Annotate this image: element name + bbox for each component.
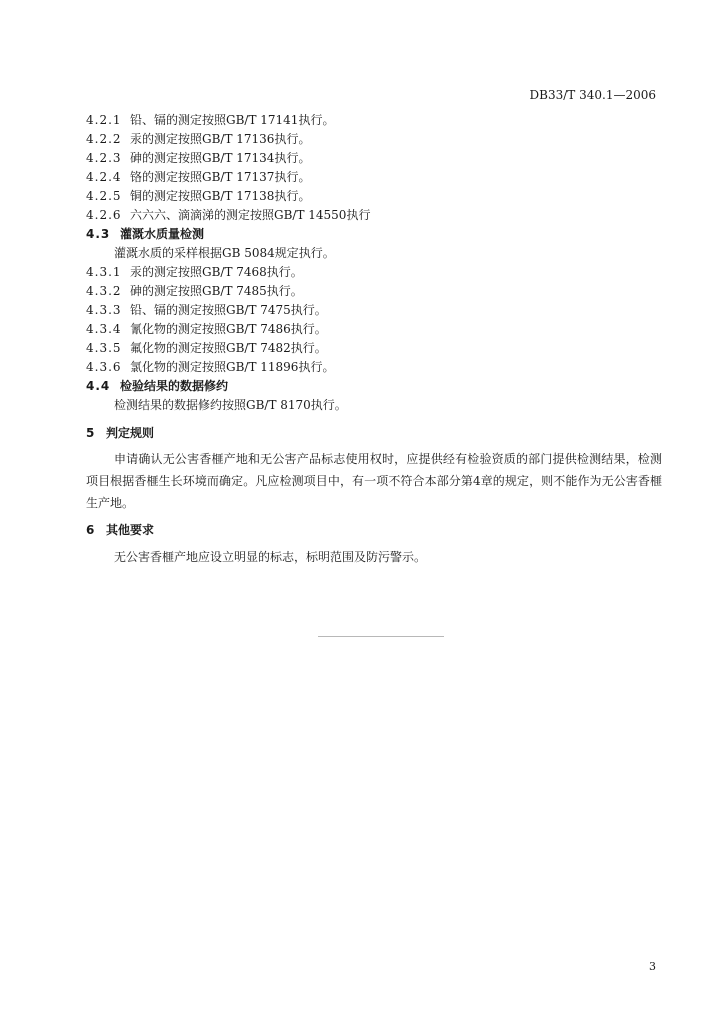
clause-item: [86, 168, 662, 187]
clause-text: 灌溉水质的采样根据GB 5084规定执行。: [114, 246, 335, 260]
clause-item: [86, 263, 662, 282]
section-5-heading: [86, 424, 154, 441]
clause-text: 砷的测定按照GB/T 7485执行。: [130, 284, 303, 298]
clause-text: 氯化物的测定按照GB/T 11896执行。: [130, 360, 335, 374]
clause-item: [86, 358, 662, 377]
clause-text: 汞的测定按照GB/T 17136执行。: [130, 132, 311, 146]
clause-number: 4.2.2: [86, 132, 122, 146]
clause-item: [86, 111, 662, 130]
page-number: 3: [649, 960, 656, 973]
clause-paragraph: [86, 396, 662, 415]
clause-item: [86, 339, 662, 358]
clause-number: 4.2.3: [86, 151, 122, 165]
clause-item: [86, 130, 662, 149]
clause-text: 氰化物的测定按照GB/T 7486执行。: [130, 322, 327, 336]
subsection-heading: [86, 377, 662, 396]
section-number: 5: [86, 426, 96, 440]
clause-text: 氟化物的测定按照GB/T 7482执行。: [130, 341, 327, 355]
clause-text: 汞的测定按照GB/T 7468执行。: [130, 265, 303, 279]
clause-text: 铬的测定按照GB/T 17137执行。: [130, 170, 311, 184]
clause-item: [86, 320, 662, 339]
clause-number: 4.3.1: [86, 265, 122, 279]
section-title: 其他要求: [106, 523, 155, 537]
clause-number: 4.2.5: [86, 189, 122, 203]
clause-number: 4.3.2: [86, 284, 122, 298]
subsection-heading: [86, 225, 662, 244]
clause-text: 铅、镉的测定按照GB/T 17141执行。: [130, 113, 335, 127]
clause-number: 4.4: [86, 379, 111, 393]
clause-text: 检验结果的数据修约: [120, 379, 229, 393]
section-5-paragraph: 申请确认无公害香榧产地和无公害产品标志使用权时，应提供经有检验资质的部门提供检测结果，检测项目根据香榧生长环境而确定。凡应检测项目中，有一项不符合本部分第4章的规定，则不能作为无公害香榧生产地。: [86, 452, 662, 510]
clause-text: 六六六、滴滴涕的测定按照GB/T 14550执行: [130, 208, 371, 222]
clause-text: 灌溉水质量检测: [120, 227, 205, 241]
clause-text: 砷的测定按照GB/T 17134执行。: [130, 151, 311, 165]
clause-paragraph: [86, 244, 662, 263]
clause-text: 检测结果的数据修约按照GB/T 8170执行。: [114, 398, 347, 412]
clause-item: [86, 206, 662, 225]
clause-number: 4.3.3: [86, 303, 122, 317]
clause-item: [86, 187, 662, 206]
clause-number: 4.3.4: [86, 322, 122, 336]
section-number: 6: [86, 523, 96, 537]
section-6-paragraph: 无公害香榧产地应设立明显的标志，标明范围及防污警示。: [114, 550, 427, 564]
clause-number: 4.2.4: [86, 170, 122, 184]
section-6-heading: [86, 521, 154, 538]
clause-item: [86, 149, 662, 168]
clause-number: 4.3.6: [86, 360, 122, 374]
clause-number: 4.3.5: [86, 341, 122, 355]
clause-text: 铅、镉的测定按照GB/T 7475执行。: [130, 303, 327, 317]
clause-number: 4.2.1: [86, 113, 122, 127]
clause-text: 铜的测定按照GB/T 17138执行。: [130, 189, 311, 203]
clause-item: [86, 301, 662, 320]
clause-number: 4.3: [86, 227, 111, 241]
end-rule: [318, 636, 444, 637]
clause-list: [86, 111, 662, 415]
clause-item: [86, 282, 662, 301]
document-code-header: DB33/T 340.1—2006: [529, 88, 656, 102]
clause-number: 4.2.6: [86, 208, 122, 222]
section-title: 判定规则: [106, 426, 155, 440]
